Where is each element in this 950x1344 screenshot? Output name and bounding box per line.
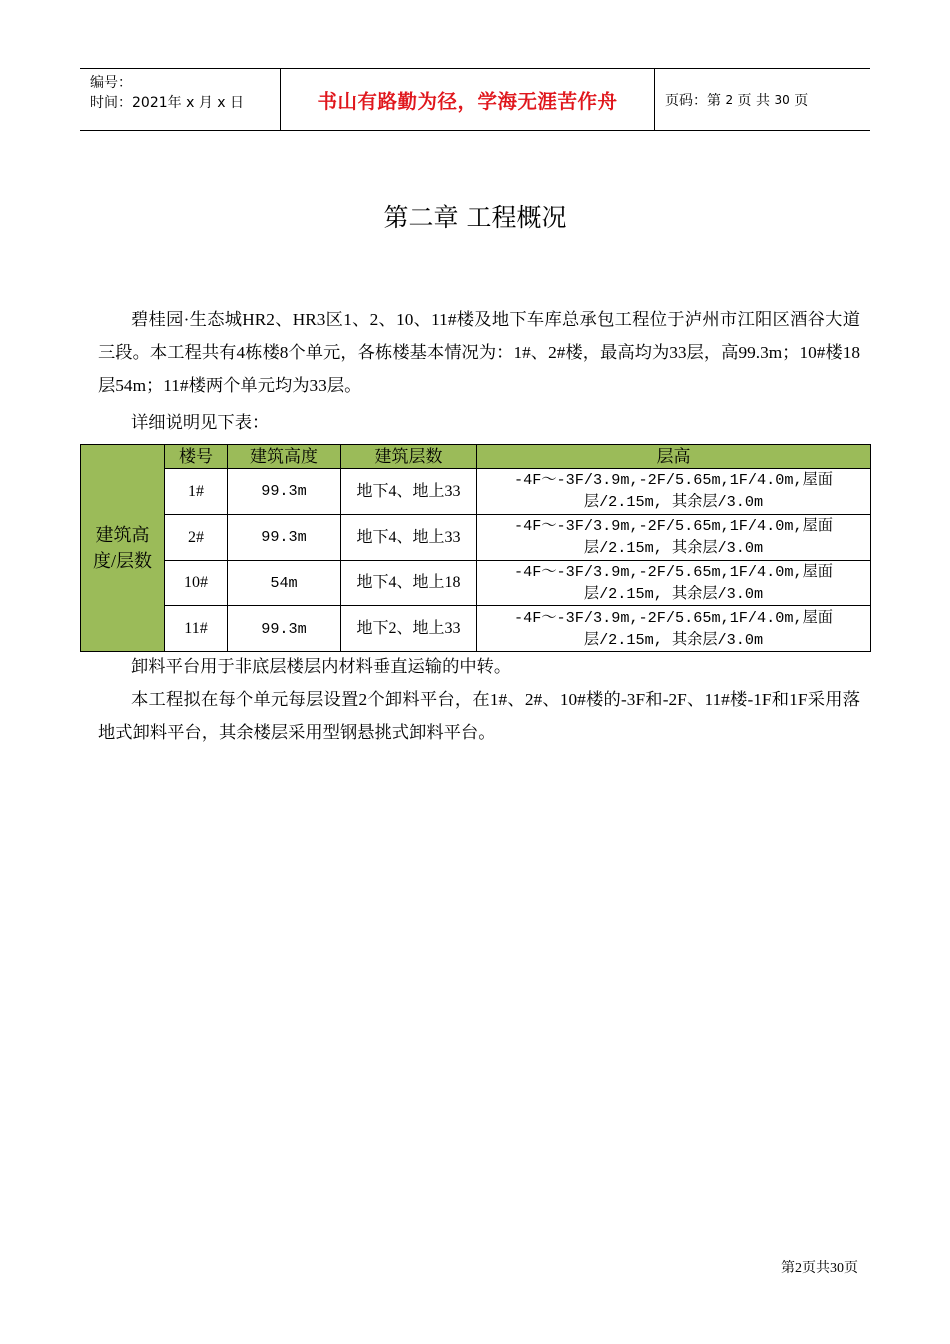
page-header [80, 68, 870, 131]
cell-height: 99.3m [228, 469, 341, 515]
platform-plan-paragraph: 本工程拟在每个单元每层设置2个卸料平台，在1#、2#、10#楼的-3F和-2F、11#楼-1F和1F采用落地式卸料平台，其余楼层采用型钢悬挑式卸料平台。 [98, 690, 860, 742]
cell-height: 99.3m [228, 514, 341, 560]
table-row [81, 560, 871, 606]
cell-floors: 地下4、地上33 [341, 469, 477, 515]
chapter-title: 第二章 工程概况 [383, 203, 567, 232]
header-motto: 书山有路勤为径，学海无涯苦作舟 [281, 69, 655, 130]
cell-building: 10# [165, 560, 228, 606]
serial-label: 编号： [90, 75, 132, 91]
cell-height: 99.3m [228, 606, 341, 652]
table-row [81, 606, 871, 652]
cell-floor-height: -4F～-3F/3.9m,-2F/5.65m,1F/4.0m,屋面层/2.15m, 其余层/3.0m [477, 560, 871, 606]
cell-height: 54m [228, 560, 341, 606]
cell-floors: 地下4、地上18 [341, 560, 477, 606]
cell-floor-height: -4F～-3F/3.9m,-2F/5.65m,1F/4.0m,屋面层/2.15m, 其余层/3.0m [477, 469, 871, 515]
platform-use-paragraph: 卸料平台用于非底层楼层内材料垂直运输的中转。 [131, 657, 512, 676]
table-row [81, 514, 871, 560]
time-line: 时间：2021年 x 月 x 日 [90, 95, 245, 111]
header-meta [80, 69, 281, 130]
cell-floor-height: -4F～-3F/3.9m,-2F/5.65m,1F/4.0m,屋面层/2.15m, 其余层/3.0m [477, 514, 871, 560]
col-header-floors: 建筑层数 [341, 445, 477, 469]
page-footer: 第2页共30页 [781, 1261, 858, 1276]
table-header-row [81, 445, 871, 469]
col-header-height: 建筑高度 [228, 445, 341, 469]
building-table [80, 444, 870, 652]
header-page-number: 页码：第 2 页 共 30 页 [665, 92, 809, 109]
cell-floors: 地下2、地上33 [341, 606, 477, 652]
table-side-label: 建筑高度/层数 [81, 445, 165, 652]
cell-building: 11# [165, 606, 228, 652]
cell-floor-height: -4F～-3F/3.9m,-2F/5.65m,1F/4.0m,屋面层/2.15m, 其余层/3.0m [477, 606, 871, 652]
table-row [81, 469, 871, 515]
cell-floors: 地下4、地上33 [341, 514, 477, 560]
table-intro: 详细说明见下表： [131, 413, 270, 432]
intro-paragraph: 碧桂园·生态城HR2、HR3区1、2、10、11#楼及地下车库总承包工程位于泸州市江阳区酒谷大道三段。本工程共有4栋楼8个单元，各栋楼基本情况为：1#、2#楼，最高均为33层，高99.3m；10#楼18层54m；11#楼两个单元均为33层。 [98, 310, 860, 395]
cell-building: 2# [165, 514, 228, 560]
cell-building: 1# [165, 469, 228, 515]
col-header-building: 楼号 [165, 445, 228, 469]
col-header-floor-height: 层高 [477, 445, 871, 469]
